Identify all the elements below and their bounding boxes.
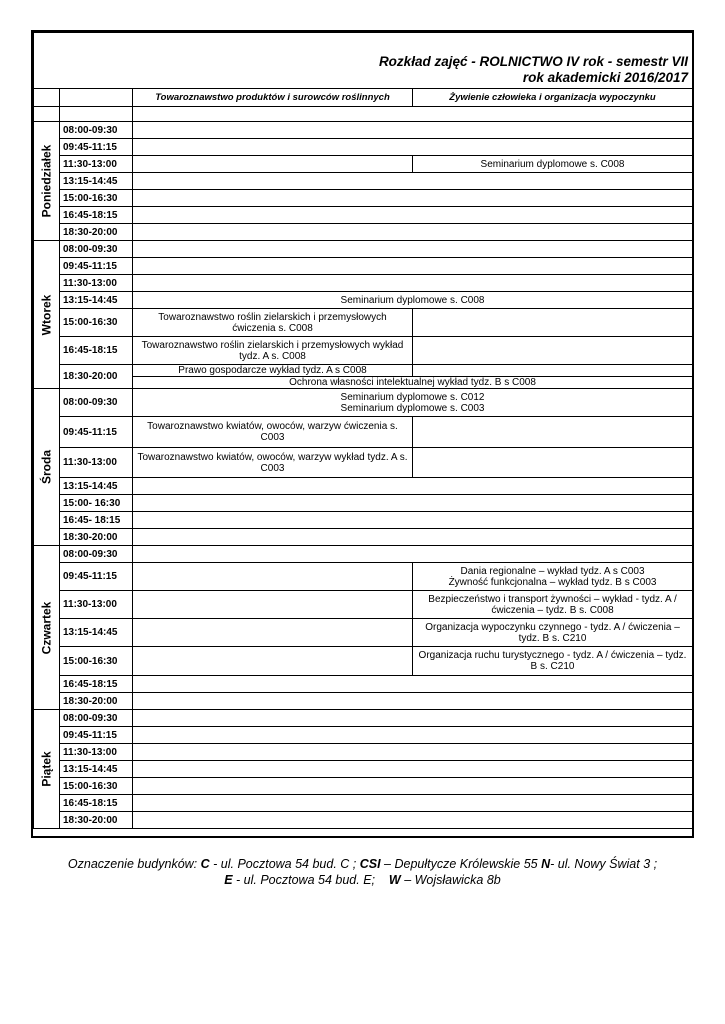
title-line-1: Rozkład zajęć - ROLNICTWO IV rok - semestr VII (378, 54, 689, 69)
class-cell (133, 224, 693, 241)
class-cell (413, 417, 693, 448)
time-slot: 15:00-16:30 (60, 309, 133, 337)
class-cell (133, 258, 693, 275)
time-slot: 08:00-09:30 (60, 546, 133, 563)
class-cell: Towaroznawstwo roślin zielarskich i przemysłowych wykład tydz. A s. C008 (133, 337, 413, 365)
building-code: C (200, 857, 210, 871)
time-slot: 09:45-11:15 (60, 258, 133, 275)
building-desc: - ul. Pocztowa 54 bud. C ; (209, 857, 360, 871)
time-slot: 15:00-16:30 (60, 647, 133, 676)
building-desc: - ul. Nowy Świat 3 ; (550, 857, 658, 871)
class-cell (133, 591, 413, 619)
time-slot: 16:45- 18:15 (60, 512, 133, 529)
time-slot: 13:15-14:45 (60, 761, 133, 778)
time-slot: 16:45-18:15 (60, 207, 133, 224)
time-slot: 09:45-11:15 (60, 727, 133, 744)
class-cell (133, 478, 693, 495)
class-cell (413, 309, 693, 337)
class-cell: Towaroznawstwo kwiatów, owoców, warzyw ćwiczenia s. C003 (133, 417, 413, 448)
class-cell (133, 275, 693, 292)
class-line: Seminarium dyplomowe s. C003 (340, 402, 485, 414)
class-cell (133, 495, 693, 512)
time-slot: 15:00-16:30 (60, 778, 133, 795)
day-label-tuesday: Wtorek (34, 241, 60, 389)
class-cell (413, 365, 693, 377)
time-slot: 13:15-14:45 (60, 292, 133, 309)
class-cell: Prawo gospodarcze wykład tydz. A s C008 (133, 365, 413, 377)
time-slot: 18:30-20:00 (60, 365, 133, 389)
time-slot: 18:30-20:00 (60, 529, 133, 546)
class-cell (133, 122, 693, 139)
class-cell (133, 190, 693, 207)
time-slot: 18:30-20:00 (60, 812, 133, 829)
class-cell (133, 647, 413, 676)
building-code: CSI (359, 857, 381, 871)
time-slot: 15:00-16:30 (60, 190, 133, 207)
time-slot: 15:00- 16:30 (60, 495, 133, 512)
building-desc: - ul. Pocztowa 54 bud. E; (232, 873, 389, 887)
class-cell: Bezpieczeństwo i transport żywności – wykład - tydz. A / ćwiczenia – tydz. B s. C008 (413, 591, 693, 619)
class-cell (133, 512, 693, 529)
class-cell (133, 744, 693, 761)
class-cell (413, 337, 693, 365)
header-empty (34, 89, 60, 107)
time-slot: 08:00-09:30 (60, 241, 133, 258)
title-line-2: rok akademicki 2016/2017 (522, 70, 689, 85)
spacer-cell (60, 107, 133, 122)
class-cell: Organizacja wypoczynku czynnego - tydz. A / ćwiczenia – tydz. B s. C210 (413, 619, 693, 647)
class-cell (133, 710, 693, 727)
legend-prefix: Oznaczenie budynków: (67, 857, 201, 871)
class-cell (133, 676, 693, 693)
class-cell (133, 693, 693, 710)
class-cell (133, 546, 693, 563)
class-cell: Organizacja ruchu turystycznego - tydz. A / ćwiczenia – tydz. B s. C210 (413, 647, 693, 676)
schedule-title (34, 33, 693, 89)
class-line: Żywność funkcjonalna – wykład tydz. B s C003 (448, 576, 657, 588)
class-cell (133, 207, 693, 224)
time-slot: 18:30-20:00 (60, 224, 133, 241)
building-desc: – Wojsławicka 8b (400, 873, 501, 887)
class-cell (133, 727, 693, 744)
time-slot: 18:30-20:00 (60, 693, 133, 710)
building-code: N (541, 857, 551, 871)
building-desc: – Depułtycze Królewskie 55 (380, 857, 542, 871)
class-cell (133, 389, 693, 417)
time-slot: 13:15-14:45 (60, 478, 133, 495)
class-cell: Seminarium dyplomowe s. C008 (133, 292, 693, 309)
spacer-cell (133, 107, 693, 122)
time-slot: 16:45-18:15 (60, 795, 133, 812)
legend-line-1 (40, 856, 685, 872)
class-cell: Seminarium dyplomowe s. C008 (413, 156, 693, 173)
time-slot: 11:30-13:00 (60, 275, 133, 292)
time-slot: 13:15-14:45 (60, 173, 133, 190)
class-cell (133, 812, 693, 829)
day-label-friday: Piątek (34, 710, 60, 829)
day-label-monday: Poniedziałek (34, 122, 60, 241)
spacer-cell (34, 107, 60, 122)
building-code: E (224, 873, 233, 887)
class-cell (133, 241, 693, 258)
time-slot: 08:00-09:30 (60, 710, 133, 727)
day-label-thursday: Czwartek (34, 546, 60, 710)
class-cell (133, 778, 693, 795)
class-cell (413, 563, 693, 591)
class-cell (133, 761, 693, 778)
class-cell: Towaroznawstwo kwiatów, owoców, warzyw wykład tydz. A s. C003 (133, 448, 413, 478)
legend-line-2 (40, 872, 685, 888)
class-line: Dania regionalne – wykład tydz. A s C003 (460, 565, 645, 577)
time-slot: 08:00-09:30 (60, 122, 133, 139)
time-slot: 09:45-11:15 (60, 563, 133, 591)
building-legend (40, 856, 685, 888)
time-slot: 16:45-18:15 (60, 676, 133, 693)
class-cell (133, 795, 693, 812)
column-header-right: Żywienie człowieka i organizacja wypoczynku (413, 89, 693, 107)
time-slot: 08:00-09:30 (60, 389, 133, 417)
time-slot: 11:30-13:00 (60, 156, 133, 173)
schedule-table (33, 32, 693, 829)
class-cell (133, 156, 413, 173)
time-slot: 09:45-11:15 (60, 139, 133, 156)
class-cell (133, 563, 413, 591)
day-label-wednesday: Środa (34, 389, 60, 546)
class-line: Seminarium dyplomowe s. C012 (340, 391, 485, 403)
header-empty (60, 89, 133, 107)
class-cell (133, 619, 413, 647)
class-cell: Towaroznawstwo roślin zielarskich i przemysłowych ćwiczenia s. C008 (133, 309, 413, 337)
time-slot: 13:15-14:45 (60, 619, 133, 647)
column-header-left: Towaroznawstwo produktów i surowców roślinnych (133, 89, 413, 107)
class-cell: Ochrona własności intelektualnej wykład tydz. B s C008 (133, 377, 693, 389)
time-slot: 09:45-11:15 (60, 417, 133, 448)
class-cell (133, 173, 693, 190)
class-cell (133, 139, 693, 156)
time-slot: 11:30-13:00 (60, 591, 133, 619)
time-slot: 11:30-13:00 (60, 744, 133, 761)
time-slot: 16:45-18:15 (60, 337, 133, 365)
time-slot: 11:30-13:00 (60, 448, 133, 478)
building-code: W (388, 873, 401, 887)
class-cell (133, 529, 693, 546)
class-cell (413, 448, 693, 478)
